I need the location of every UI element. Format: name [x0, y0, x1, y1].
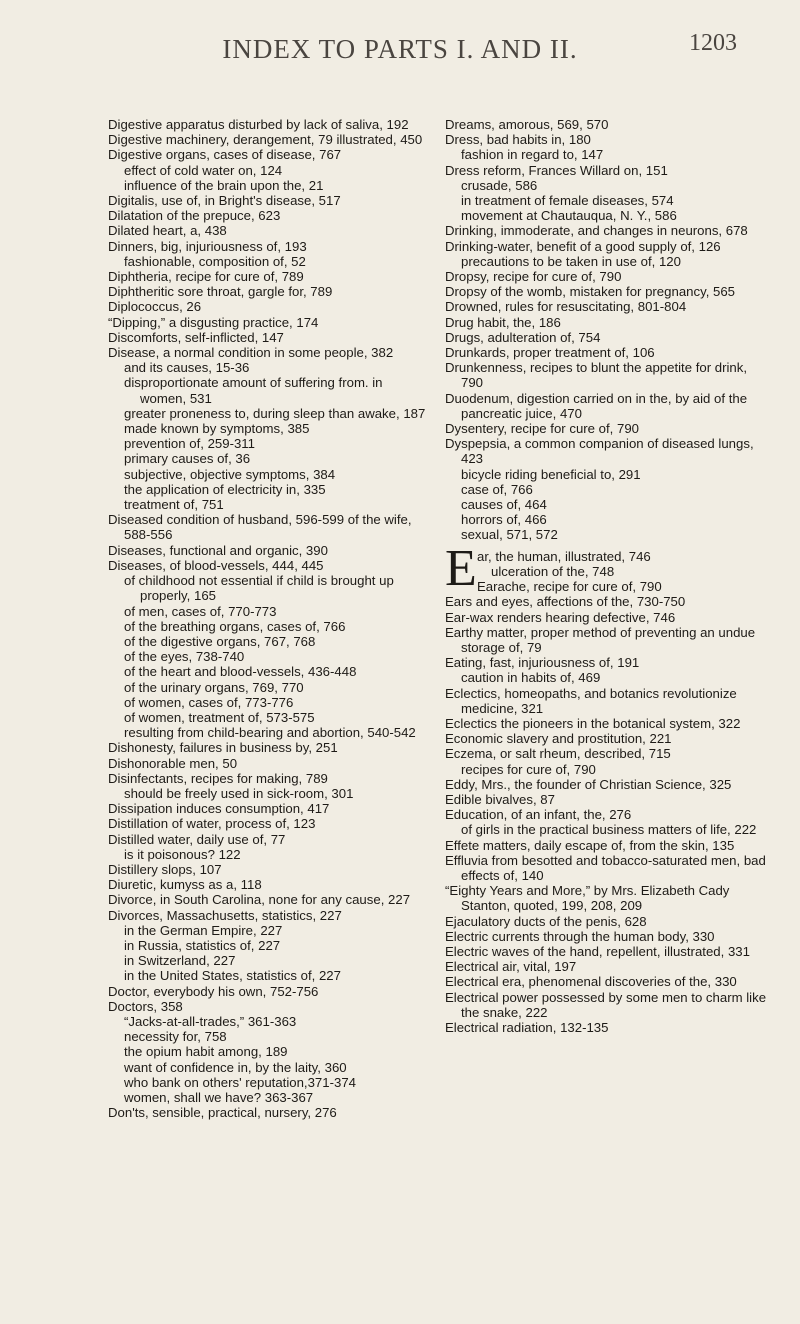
index-subentry: primary causes of, 36 — [124, 451, 251, 467]
index-subentry: in Switzerland, 227 — [124, 953, 236, 969]
index-subentry: in Russia, statistics of, 227 — [124, 937, 281, 953]
index-entry: Ear-wax renders hearing defective, 746 — [445, 609, 676, 625]
index-entry: Eclectics, homeopaths, and botanics revolutionize medicine, 321 — [445, 685, 737, 716]
page-number: 1203 — [689, 30, 737, 56]
index-entry: Earache, recipe for cure of, 790 — [477, 579, 662, 595]
index-subentry: case of, 766 — [461, 481, 533, 497]
index-subentry: of childhood not essential if child is brought up properly, 165 — [124, 573, 394, 604]
index-entry: Electrical air, vital, 197 — [445, 959, 577, 975]
index-entry: Electrical power possessed by some men to charm like the snake, 222 — [445, 989, 767, 1020]
index-entry: Eddy, Mrs., the founder of Christian Science, 325 — [445, 776, 732, 792]
running-header — [0, 30, 800, 70]
index-subentry: made known by symptoms, 385 — [124, 421, 310, 437]
index-subentry: of women, treatment of, 573-575 — [124, 709, 315, 725]
index-subentry: disproportionate amount of suffering from. in women, 531 — [124, 375, 383, 406]
index-entry: Dreams, amorous, 569, 570 — [445, 117, 609, 132]
index-entry: Diseases, functional and organic, 390 — [108, 542, 328, 558]
index-entry: Edible bivalves, 87 — [445, 791, 555, 807]
index-entry: Drug habit, the, 186 — [445, 314, 561, 330]
index-subentry: recipes for cure of, 790 — [461, 761, 596, 777]
index-entry: Dilatation of the prepuce, 623 — [108, 208, 281, 224]
index-subentry: causes of, 464 — [461, 497, 547, 513]
index-entry: Digestive apparatus disturbed by lack of saliva, 192 — [108, 117, 409, 132]
index-subentry: treatment of, 751 — [124, 497, 224, 513]
index-entry: Distilled water, daily use of, 77 — [108, 831, 286, 847]
index-entry: Dress reform, Frances Willard on, 151 — [445, 162, 668, 178]
index-entry: Diphtheria, recipe for cure of, 789 — [108, 269, 304, 285]
index-entry: Dysentery, recipe for cure of, 790 — [445, 421, 639, 437]
index-subentry: the application of electricity in, 335 — [124, 481, 326, 497]
index-entry: “Dipping,” a disgusting practice, 174 — [108, 314, 319, 330]
index-entry: Electrical radiation, 132-135 — [445, 1019, 609, 1035]
index-entry: Effete matters, daily escape of, from the skin, 135 — [445, 837, 735, 853]
index-column-left — [108, 117, 430, 1120]
index-entry: Disinfectants, recipes for making, 789 — [108, 770, 328, 786]
index-section-d-continued — [445, 117, 767, 543]
index-entry: Digitalis, use of, in Bright's disease, 517 — [108, 193, 341, 209]
index-entry: “Eighty Years and More,” by Mrs. Elizabeth Cady Stanton, quoted, 199, 208, 209 — [445, 883, 730, 914]
index-subentry: necessity for, 758 — [124, 1029, 227, 1045]
index-entry: Electric currents through the human body, 330 — [445, 928, 715, 944]
index-subentry: crusade, 586 — [461, 177, 538, 193]
index-entry: Drowned, rules for resuscitating, 801-804 — [445, 299, 687, 315]
index-subentry: subjective, objective symptoms, 384 — [124, 466, 336, 482]
index-subentry: of the breathing organs, cases of, 766 — [124, 618, 346, 634]
index-subentry: horrors of, 466 — [461, 512, 547, 528]
index-entry: Don'ts, sensible, practical, nursery, 276 — [108, 1105, 337, 1121]
index-subentry: ulceration of the, 748 — [491, 563, 615, 579]
index-entry: Dilated heart, a, 438 — [108, 223, 227, 239]
index-entry: Eating, fast, injuriousness of, 191 — [445, 655, 640, 671]
index-subentry: greater proneness to, during sleep than awake, 187 — [124, 405, 426, 421]
index-entry: Dishonorable men, 50 — [108, 755, 238, 771]
index-entry: Divorces, Massachusetts, statistics, 227 — [108, 907, 342, 923]
index-entry: Duodenum, digestion carried on in the, by aid of the pancreatic juice, 470 — [445, 390, 748, 421]
index-subentry: the opium habit among, 189 — [124, 1044, 288, 1060]
index-subentry: in treatment of female diseases, 574 — [461, 193, 674, 209]
index-entry: Distillery slops, 107 — [108, 861, 222, 877]
index-entry: Diseased condition of husband, 596-599 of the wife, 588-556 — [108, 512, 412, 543]
index-entry: Electric waves of the hand, repellent, illustrated, 331 — [445, 943, 750, 959]
index-entry: Economic slavery and prostitution, 221 — [445, 731, 672, 747]
index-entry: Discomforts, self-inflicted, 147 — [108, 329, 284, 345]
index-entry: Ears and eyes, affections of the, 730-750 — [445, 594, 686, 610]
index-entry: Dishonesty, failures in business by, 251 — [108, 740, 338, 756]
index-section-e — [445, 539, 767, 1036]
index-subentry: should be freely used in sick-room, 301 — [124, 785, 354, 801]
index-subentry: of men, cases of, 770-773 — [124, 603, 277, 619]
index-entry: Distillation of water, process of, 123 — [108, 816, 316, 832]
index-entry: Dropsy, recipe for cure of, 790 — [445, 269, 622, 285]
index-entry: Ejaculatory ducts of the penis, 628 — [445, 913, 647, 929]
index-entry: Drunkenness, recipes to blunt the appetite for drink, 790 — [445, 360, 748, 391]
index-entry: Dissipation induces consumption, 417 — [108, 801, 330, 817]
index-entry: Drugs, adulteration of, 754 — [445, 329, 601, 345]
index-subentry: fashionable, composition of, 52 — [124, 253, 306, 269]
index-subentry: caution in habits of, 469 — [461, 670, 601, 686]
index-subentry: influence of the brain upon the, 21 — [124, 177, 324, 193]
index-entry: Diphtheritic sore throat, gargle for, 789 — [108, 284, 333, 300]
index-entry: Electrical era, phenomenal discoveries of the, 330 — [445, 974, 737, 990]
index-subentry: prevention of, 259-311 — [124, 436, 255, 452]
index-entry: Drunkards, proper treatment of, 106 — [445, 345, 655, 361]
index-entry: Eczema, or salt rheum, described, 715 — [445, 746, 671, 762]
index-entry: Diuretic, kumyss as a, 118 — [108, 877, 262, 893]
index-subentry: effect of cold water on, 124 — [124, 162, 283, 178]
index-subentry: “Jacks-at-all-trades,” 361-363 — [124, 1013, 297, 1029]
index-entry: Doctors, 358 — [108, 998, 183, 1014]
index-subentry: of the urinary organs, 769, 770 — [124, 679, 304, 695]
index-subentry: of the heart and blood-vessels, 436-448 — [124, 664, 357, 680]
index-entry: Dropsy of the womb, mistaken for pregnancy, 565 — [445, 284, 736, 300]
index-subentry: in the United States, statistics of, 227 — [124, 968, 341, 984]
index-entry: Doctor, everybody his own, 752-756 — [108, 983, 319, 999]
index-entry: Education, of an infant, the, 276 — [445, 807, 632, 823]
index-subentry: of the digestive organs, 767, 768 — [124, 633, 316, 649]
index-column-right — [445, 117, 767, 1035]
index-entry: Digestive organs, cases of disease, 767 — [108, 147, 342, 163]
index-subentry: sexual, 571, 572 — [461, 527, 558, 543]
index-entry: ar, the human, illustrated, 746 — [477, 548, 651, 564]
index-entry: Digestive machinery, derangement, 79 illustrated, 450 — [108, 132, 423, 148]
index-entry: Effluvia from besotted and tobacco-saturated men, bad effects of, 140 — [445, 852, 766, 883]
index-section-e-entries — [445, 594, 767, 1035]
index-subentry: movement at Chautauqua, N. Y., 586 — [461, 208, 677, 224]
index-entry: Earthy matter, proper method of preventing an undue storage of, 79 — [445, 624, 756, 655]
index-subentry: who bank on others' reputation,371-374 — [124, 1074, 356, 1090]
index-entry: Diplococcus, 26 — [108, 299, 202, 315]
index-subentry: of girls in the practical business matters of life, 222 — [461, 822, 757, 838]
index-subentry: fashion in regard to, 147 — [461, 147, 604, 163]
index-entry: Divorce, in South Carolina, none for any cause, 227 — [108, 892, 411, 908]
index-subentry: resulting from child-bearing and abortion, 540-542 — [124, 725, 416, 741]
index-subentry: of the eyes, 738-740 — [124, 649, 245, 665]
index-entry: Dyspepsia, a common companion of diseased lungs, 423 — [445, 436, 754, 467]
index-subentry: precautions to be taken in use of, 120 — [461, 253, 681, 269]
index-subentry: women, shall we have? 363-367 — [124, 1090, 314, 1105]
index-subentry: bicycle riding beneficial to, 291 — [461, 466, 641, 482]
header-title: INDEX TO PARTS I. AND II. — [222, 34, 578, 64]
index-subentry: in the German Empire, 227 — [124, 922, 283, 938]
drop-cap-letter: E — [445, 539, 477, 597]
index-subentry: want of confidence in, by the laity, 360 — [124, 1059, 347, 1075]
index-entry: Drinking-water, benefit of a good supply of, 126 — [445, 238, 721, 254]
index-subentry: and its causes, 15-36 — [124, 360, 250, 376]
index-entry: Dress, bad habits in, 180 — [445, 132, 591, 148]
index-subentry: is it poisonous? 122 — [124, 846, 241, 862]
index-entry: Diseases, of blood-vessels, 444, 445 — [108, 557, 324, 573]
index-entry: Disease, a normal condition in some people, 382 — [108, 345, 394, 361]
index-entry: Eclectics the pioneers in the botanical system, 322 — [445, 715, 741, 731]
index-subentry: of women, cases of, 773-776 — [124, 694, 294, 710]
index-entry: Drinking, immoderate, and changes in neurons, 678 — [445, 223, 748, 239]
index-entry: Dinners, big, injuriousness of, 193 — [108, 238, 307, 254]
